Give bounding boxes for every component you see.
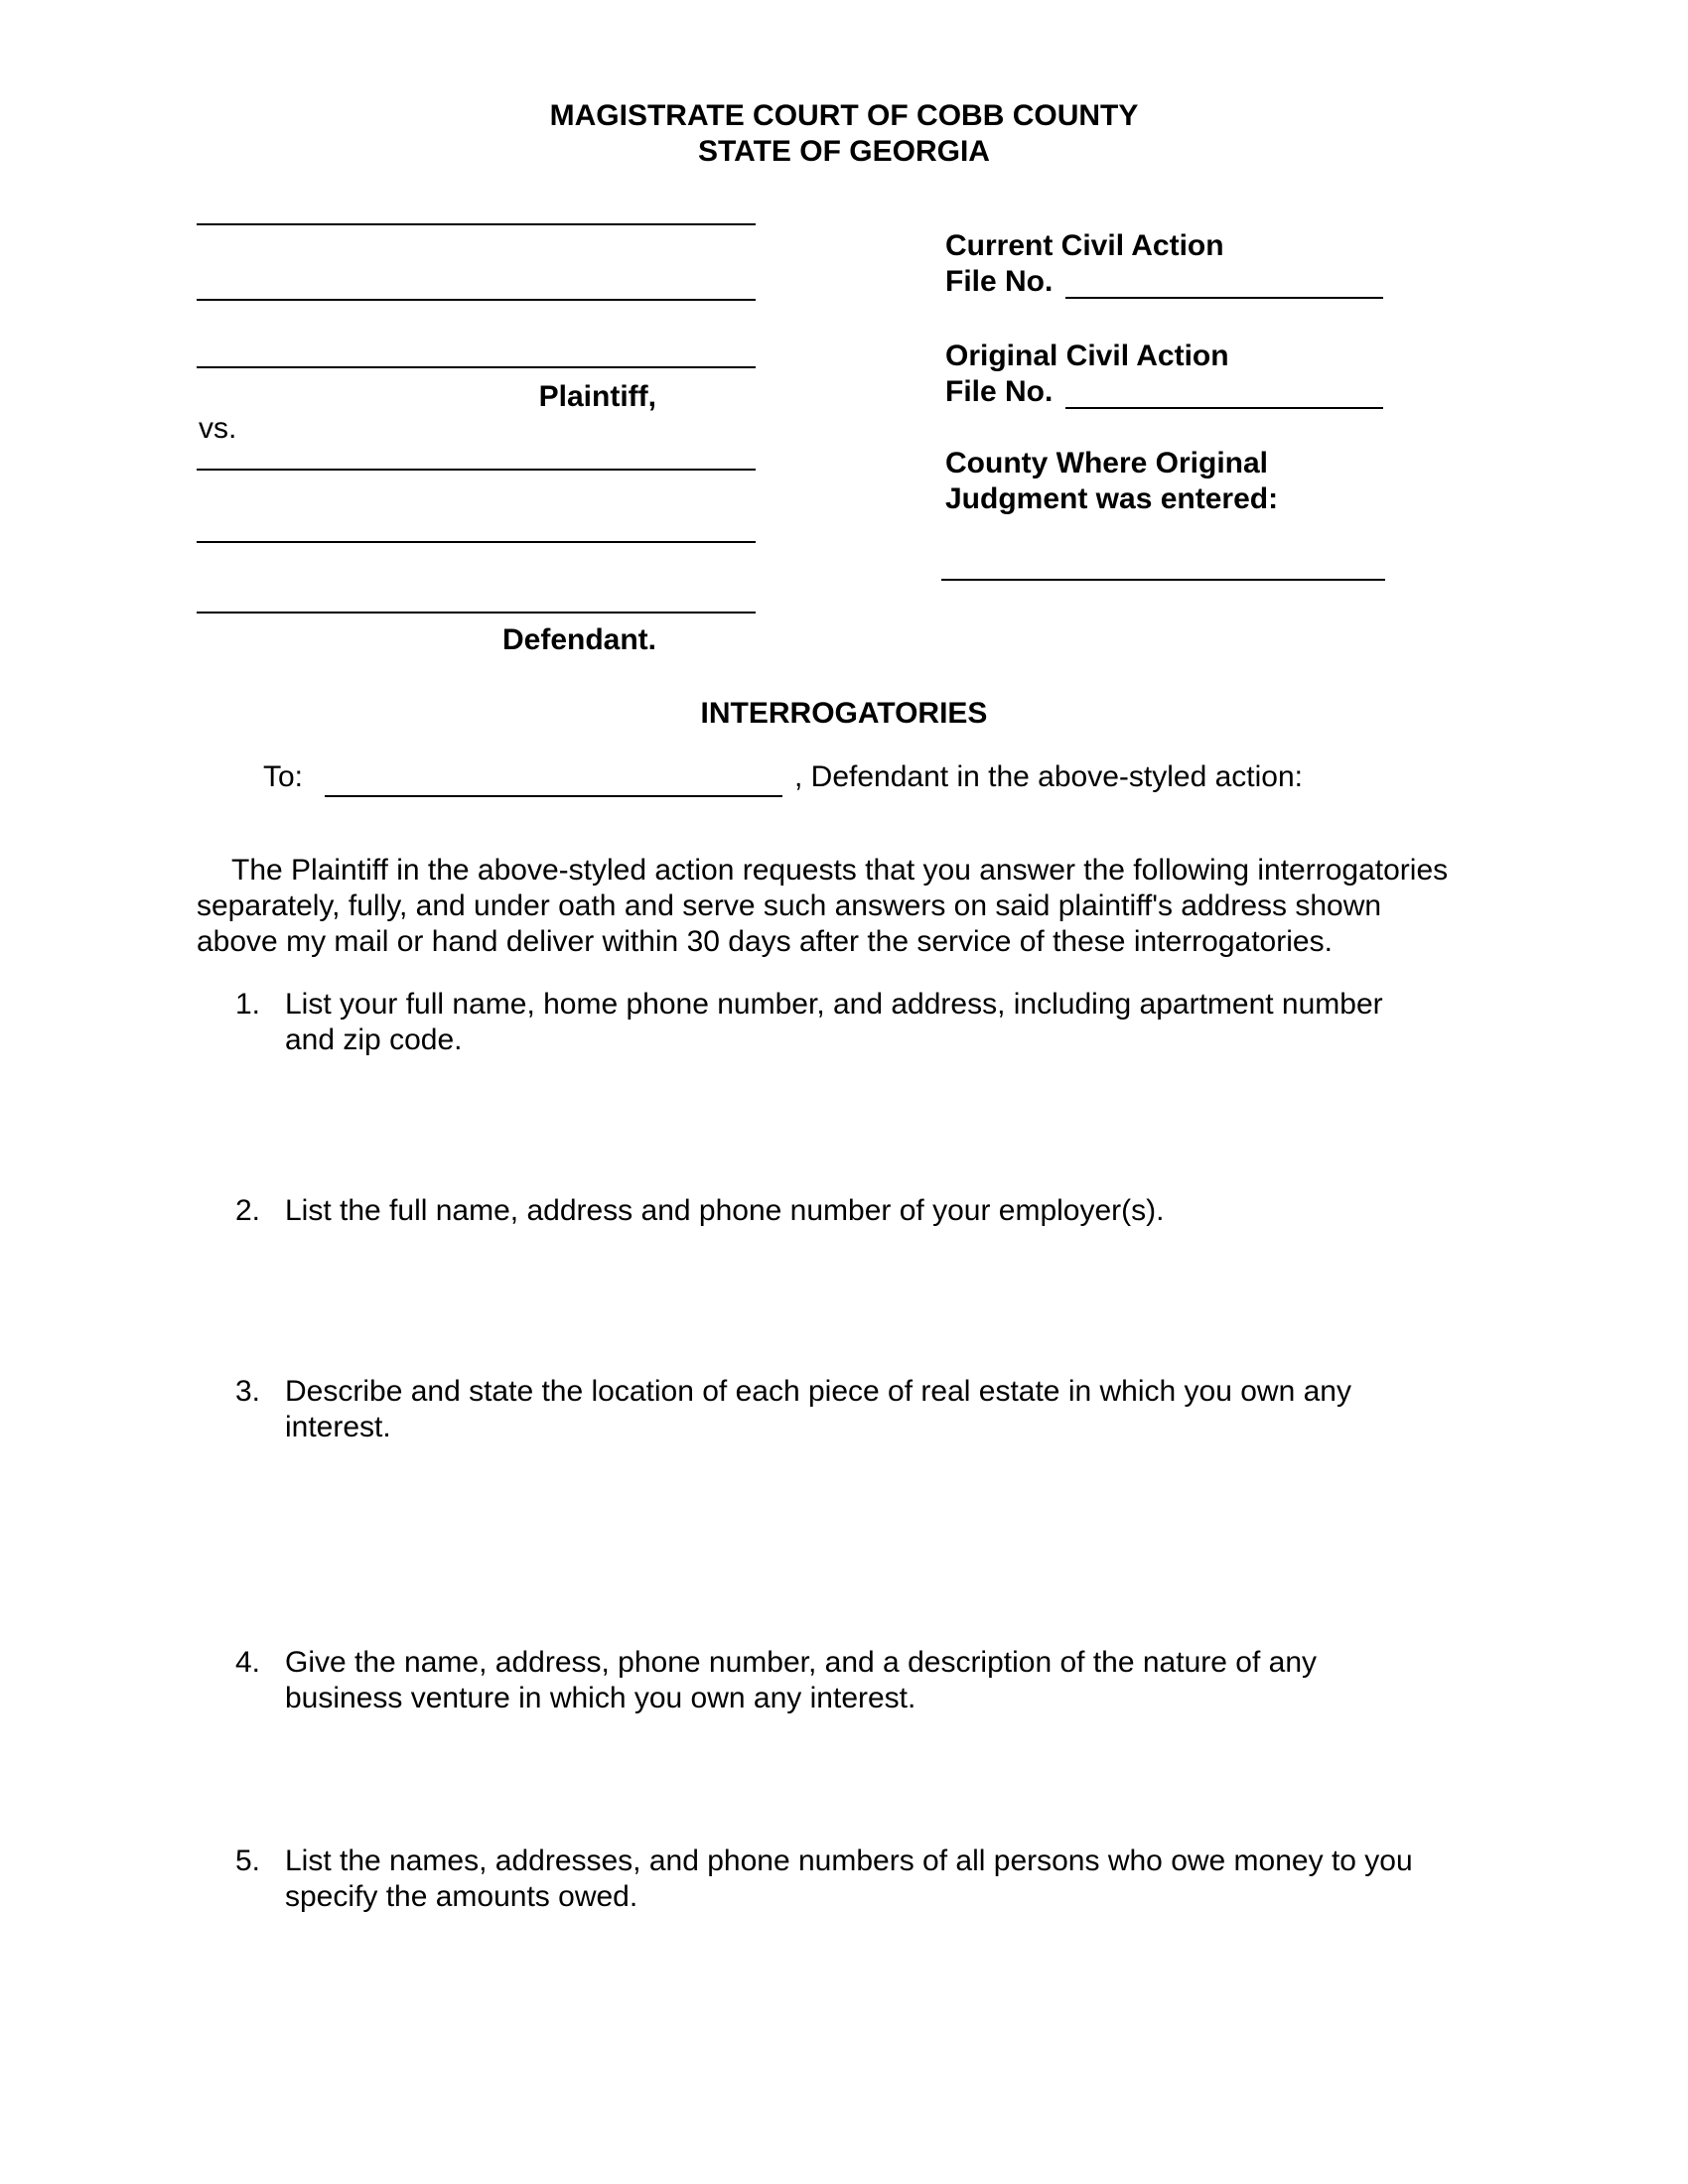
section-heading: INTERROGATORIES bbox=[700, 697, 988, 730]
item-1-line-2: and zip code. bbox=[285, 1024, 463, 1056]
defendant-name-line-1[interactable] bbox=[197, 469, 756, 471]
current-civil-action-label: Current Civil Action bbox=[945, 229, 1224, 262]
item-5-line-2: specify the amounts owed. bbox=[285, 1880, 638, 1913]
defendant-label: Defendant. bbox=[501, 623, 656, 656]
original-file-no-line[interactable] bbox=[1065, 407, 1383, 409]
page-title bbox=[0, 98, 1688, 170]
item-1-number: 1. bbox=[235, 988, 261, 1021]
to-defendant-name-line[interactable] bbox=[325, 795, 782, 797]
county-label-line2: Judgment was entered: bbox=[945, 482, 1279, 515]
county-label-line1: County Where Original bbox=[945, 447, 1269, 479]
current-file-no-line[interactable] bbox=[1065, 297, 1383, 299]
interrogatory-item-1 bbox=[235, 987, 1383, 1058]
county-entered-line[interactable] bbox=[941, 579, 1385, 581]
item-5-number: 5. bbox=[235, 1844, 261, 1877]
intro-line-3: above my mail or hand deliver within 30 days after the service of these interrogatories. bbox=[197, 925, 1333, 958]
to-suffix: , Defendant in the above-styled action: bbox=[794, 760, 1303, 793]
item-4-line-1: Give the name, address, phone number, and a description of the nature of any bbox=[285, 1646, 1317, 1679]
item-2-line-1: List the full name, address and phone number of your employer(s). bbox=[285, 1194, 1165, 1227]
interrogatory-item-3 bbox=[235, 1374, 1351, 1445]
item-2-number: 2. bbox=[235, 1194, 261, 1227]
item-3-number: 3. bbox=[235, 1375, 261, 1408]
original-file-no-label: File No. bbox=[945, 375, 1054, 408]
item-4-number: 4. bbox=[235, 1646, 261, 1679]
plaintiff-name-line-2[interactable] bbox=[197, 299, 756, 301]
intro-line-2: separately, fully, and under oath and serve such answers on said plaintiff's address shown bbox=[197, 889, 1382, 922]
state-title: STATE OF GEORGIA bbox=[698, 135, 990, 168]
court-title: MAGISTRATE COURT OF COBB COUNTY bbox=[549, 99, 1139, 132]
defendant-name-line-3[interactable] bbox=[197, 612, 756, 614]
original-civil-action-label: Original Civil Action bbox=[945, 340, 1229, 372]
intro-paragraph bbox=[197, 853, 1448, 960]
item-3-line-2: interest. bbox=[285, 1411, 391, 1443]
item-4-line-2: business venture in which you own any interest. bbox=[285, 1682, 916, 1714]
item-3-line-1: Describe and state the location of each piece of real estate in which you own any bbox=[285, 1375, 1351, 1408]
item-1-line-1: List your full name, home phone number, and address, including apartment number bbox=[285, 988, 1383, 1021]
to-label: To: bbox=[263, 760, 304, 793]
intro-line-1: The Plaintiff in the above-styled action requests that you answer the following interrogatories bbox=[231, 854, 1449, 887]
vs-label: vs. bbox=[199, 412, 237, 445]
current-file-no-label: File No. bbox=[945, 265, 1054, 298]
plaintiff-name-line-3[interactable] bbox=[197, 366, 756, 368]
interrogatory-item-5 bbox=[235, 1843, 1413, 1915]
plaintiff-label: Plaintiff, bbox=[538, 380, 656, 413]
defendant-name-line-2[interactable] bbox=[197, 541, 756, 543]
plaintiff-name-line-1[interactable] bbox=[197, 223, 756, 225]
interrogatory-item-4 bbox=[235, 1645, 1317, 1716]
interrogatory-item-2 bbox=[235, 1193, 1164, 1229]
item-5-line-1: List the names, addresses, and phone numbers of all persons who owe money to you bbox=[285, 1844, 1413, 1877]
